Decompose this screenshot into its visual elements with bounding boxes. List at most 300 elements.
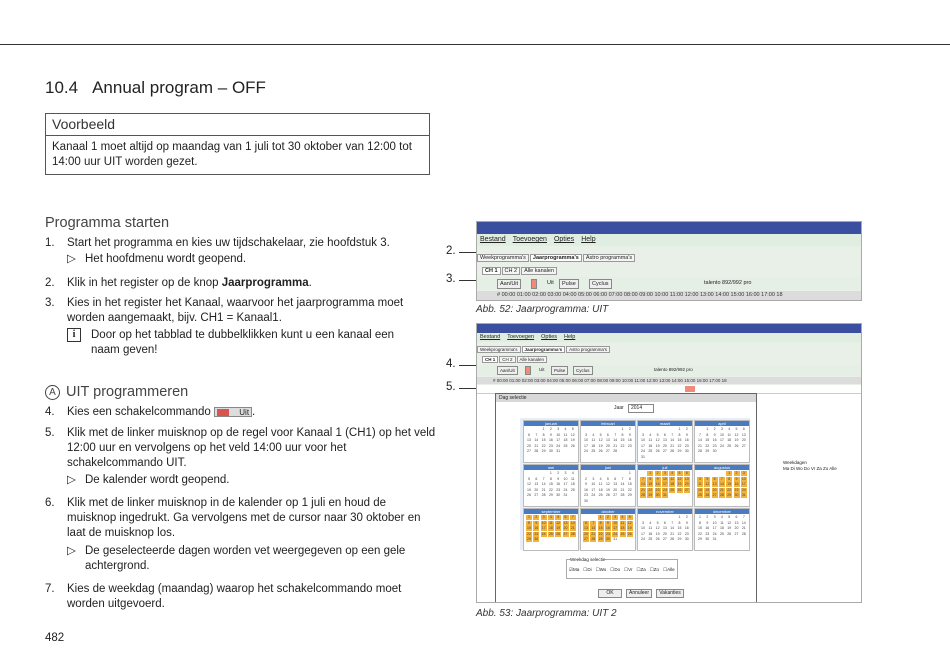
day-cell[interactable]: 22 bbox=[627, 487, 632, 492]
day-cell[interactable]: 27 bbox=[662, 449, 667, 454]
day-cell[interactable]: 8 bbox=[726, 477, 732, 482]
day-cell[interactable]: 9 bbox=[706, 520, 709, 525]
day-cell[interactable]: 25 bbox=[570, 487, 575, 492]
day-cell[interactable]: 10 bbox=[556, 432, 561, 437]
day-cell[interactable]: 6 bbox=[735, 515, 738, 519]
day-cell[interactable]: 22 bbox=[620, 443, 625, 448]
day-cell[interactable]: 12 bbox=[527, 482, 531, 487]
day-cell[interactable]: 5 bbox=[599, 432, 602, 437]
day-cell[interactable]: 23 bbox=[705, 531, 710, 536]
day-cell[interactable]: 7 bbox=[535, 432, 538, 437]
day-cell[interactable]: 20 bbox=[734, 526, 739, 531]
day-cell[interactable]: 30 bbox=[684, 449, 689, 454]
day-cell[interactable]: 25 bbox=[670, 487, 675, 492]
day-cell[interactable]: 28 bbox=[591, 537, 596, 542]
day-cell[interactable]: 29 bbox=[527, 537, 531, 542]
day-cell[interactable]: 21 bbox=[670, 443, 675, 448]
day-cell[interactable]: 1 bbox=[699, 515, 701, 519]
day-cell[interactable]: 5 bbox=[571, 427, 574, 431]
day-cell[interactable]: 27 bbox=[741, 443, 746, 448]
day-cell[interactable]: 12 bbox=[570, 432, 575, 437]
day-cell[interactable]: 17 bbox=[541, 526, 546, 531]
day-cell[interactable]: 15 bbox=[705, 438, 710, 443]
day-cell[interactable]: 28 bbox=[534, 449, 539, 454]
day-cell[interactable]: 3 bbox=[720, 427, 723, 431]
day-cell[interactable]: 9 bbox=[557, 476, 560, 481]
day-cell[interactable]: 18 bbox=[563, 438, 568, 443]
day-cell[interactable]: 5 bbox=[656, 432, 659, 437]
day-cell[interactable]: 14 bbox=[698, 438, 702, 443]
day-cell[interactable]: 2 bbox=[605, 515, 611, 520]
day-cell[interactable]: 12 bbox=[627, 520, 632, 525]
day-cell[interactable]: 26 bbox=[677, 487, 682, 492]
day-cell[interactable]: 24 bbox=[641, 537, 645, 542]
day-cell[interactable]: 2 bbox=[685, 515, 688, 519]
day-cell[interactable]: 10 bbox=[641, 438, 645, 443]
day-cell[interactable]: 3 bbox=[557, 427, 560, 431]
day-cell[interactable]: 28 bbox=[613, 449, 618, 454]
day-cell[interactable]: 9 bbox=[585, 482, 587, 487]
day-cell[interactable]: 3 bbox=[541, 515, 547, 520]
day-cell[interactable]: 27 bbox=[684, 487, 689, 492]
day-cell[interactable]: 13 bbox=[662, 438, 667, 443]
day-cell[interactable]: 16 bbox=[548, 438, 553, 443]
day-cell[interactable]: 22 bbox=[677, 531, 682, 536]
day-cell[interactable]: 24 bbox=[563, 487, 568, 492]
day-cell[interactable]: 20 bbox=[563, 526, 568, 531]
day-cell[interactable]: 18 bbox=[548, 526, 553, 531]
day-cell[interactable]: 6 bbox=[563, 515, 569, 520]
day-cell[interactable]: 24 bbox=[584, 449, 588, 454]
day-cell[interactable]: 28 bbox=[719, 493, 724, 498]
day-cell[interactable]: 11 bbox=[570, 476, 575, 481]
day-cell[interactable]: 12 bbox=[727, 520, 732, 525]
day-cell[interactable]: 5 bbox=[528, 476, 530, 481]
day-cell[interactable]: 2 bbox=[628, 427, 631, 431]
day-cell[interactable]: 9 bbox=[734, 477, 740, 482]
day-cell[interactable]: 3 bbox=[642, 520, 644, 525]
day-cell[interactable]: 17 bbox=[641, 443, 645, 448]
day-cell[interactable]: 17 bbox=[741, 482, 746, 487]
day-cell[interactable]: 25 bbox=[698, 493, 702, 498]
day-cell[interactable]: 9 bbox=[628, 432, 631, 437]
day-cell[interactable]: 19 bbox=[734, 438, 739, 443]
day-cell[interactable]: 23 bbox=[655, 487, 660, 492]
day-cell[interactable]: 13 bbox=[734, 520, 739, 525]
day-cell[interactable]: 16 bbox=[556, 482, 561, 487]
day-cell[interactable]: 2 bbox=[685, 427, 688, 431]
day-cell[interactable]: 7 bbox=[742, 515, 745, 519]
day-cell[interactable]: 29 bbox=[677, 537, 682, 542]
day-cell[interactable]: 18 bbox=[620, 526, 625, 531]
day-cell[interactable]: 1 bbox=[678, 427, 681, 431]
day-cell[interactable]: 7 bbox=[671, 432, 674, 437]
weekday-checkbox-di[interactable]: ☐Di bbox=[583, 567, 592, 572]
day-cell[interactable]: 4 bbox=[564, 427, 567, 431]
day-cell[interactable]: 14 bbox=[620, 482, 625, 487]
day-cell[interactable]: 29 bbox=[627, 493, 632, 498]
day-cell[interactable]: 30 bbox=[705, 537, 710, 542]
day-cell[interactable]: 18 bbox=[719, 526, 724, 531]
day-cell[interactable]: 24 bbox=[591, 493, 596, 498]
day-cell[interactable]: 12 bbox=[605, 482, 610, 487]
day-cell[interactable]: 13 bbox=[563, 520, 568, 525]
day-cell[interactable]: 15 bbox=[727, 482, 732, 487]
day-cell[interactable]: 29 bbox=[705, 449, 710, 454]
day-cell[interactable]: 19 bbox=[705, 487, 710, 492]
day-cell[interactable]: 25 bbox=[563, 443, 568, 448]
day-cell[interactable]: 6 bbox=[528, 432, 530, 437]
day-cell[interactable]: 26 bbox=[655, 449, 660, 454]
day-cell[interactable]: 1 bbox=[726, 471, 732, 476]
ok-button[interactable]: OK bbox=[598, 589, 622, 598]
day-cell[interactable]: 7 bbox=[542, 476, 545, 481]
day-cell[interactable]: 15 bbox=[627, 482, 632, 487]
day-cell[interactable]: 23 bbox=[534, 531, 539, 536]
day-cell[interactable]: 9 bbox=[549, 432, 552, 437]
day-cell[interactable]: 27 bbox=[734, 531, 739, 536]
day-cell[interactable]: 18 bbox=[648, 531, 653, 536]
day-cell[interactable]: 15 bbox=[548, 482, 553, 487]
day-cell[interactable]: 6 bbox=[663, 432, 666, 437]
day-cell[interactable]: 24 bbox=[719, 443, 724, 448]
day-cell[interactable]: 1 bbox=[706, 427, 709, 431]
day-cell[interactable]: 27 bbox=[613, 493, 618, 498]
day-cell[interactable]: 27 bbox=[662, 537, 667, 542]
day-cell[interactable]: 7 bbox=[699, 432, 701, 437]
day-cell[interactable]: 18 bbox=[570, 482, 575, 487]
day-cell[interactable]: 4 bbox=[669, 471, 675, 476]
day-cell[interactable]: 26 bbox=[598, 449, 603, 454]
day-cell[interactable]: 29 bbox=[727, 493, 732, 498]
day-cell[interactable]: 22 bbox=[527, 531, 531, 536]
day-cell[interactable]: 10 bbox=[741, 476, 746, 481]
day-cell[interactable]: 21 bbox=[698, 443, 702, 448]
day-cell[interactable]: 7 bbox=[671, 520, 674, 525]
day-cell[interactable]: 28 bbox=[541, 493, 546, 498]
day-cell[interactable]: 18 bbox=[670, 482, 675, 487]
day-cell[interactable]: 30 bbox=[605, 537, 610, 542]
day-cell[interactable]: 1 bbox=[542, 427, 545, 431]
day-cell[interactable]: 20 bbox=[584, 531, 588, 536]
day-cell[interactable]: 12 bbox=[655, 526, 660, 531]
day-cell[interactable]: 6 bbox=[614, 476, 617, 481]
day-cell[interactable]: 28 bbox=[570, 531, 575, 536]
day-cell[interactable]: 14 bbox=[541, 482, 546, 487]
day-cell[interactable]: 10 bbox=[712, 520, 717, 525]
day-cell[interactable]: 4 bbox=[720, 515, 723, 519]
day-cell[interactable]: 27 bbox=[527, 449, 531, 454]
day-cell[interactable]: 11 bbox=[648, 526, 653, 531]
day-cell[interactable]: 21 bbox=[570, 526, 575, 531]
day-cell[interactable]: 22 bbox=[648, 487, 653, 492]
weekday-checkbox-zo[interactable]: ☐Zo bbox=[649, 567, 660, 572]
day-cell[interactable]: 11 bbox=[648, 438, 653, 443]
day-cell[interactable]: 17 bbox=[662, 482, 667, 487]
day-cell[interactable]: 3 bbox=[662, 471, 668, 476]
day-cell[interactable]: 20 bbox=[613, 487, 618, 492]
day-cell[interactable]: 16 bbox=[684, 526, 689, 531]
day-cell[interactable]: 16 bbox=[734, 482, 739, 487]
day-cell[interactable]: 15 bbox=[541, 438, 546, 443]
day-cell[interactable]: 24 bbox=[541, 531, 546, 536]
day-cell[interactable]: 23 bbox=[556, 487, 561, 492]
day-cell[interactable]: 15 bbox=[598, 526, 603, 531]
day-cell[interactable]: 26 bbox=[655, 537, 660, 542]
day-cell[interactable]: 8 bbox=[699, 520, 701, 525]
day-cell[interactable]: 20 bbox=[662, 443, 667, 448]
day-cell[interactable]: 3 bbox=[642, 432, 644, 437]
day-cell[interactable]: 21 bbox=[613, 443, 618, 448]
day-cell[interactable]: 14 bbox=[670, 526, 675, 531]
day-cell[interactable]: 29 bbox=[648, 493, 653, 498]
day-cell[interactable]: 11 bbox=[563, 432, 568, 437]
day-cell[interactable]: 4 bbox=[649, 432, 652, 437]
day-cell[interactable]: 7 bbox=[614, 432, 617, 437]
day-cell[interactable]: 30 bbox=[684, 537, 689, 542]
day-cell[interactable]: 5 bbox=[728, 515, 731, 519]
day-cell[interactable]: 26 bbox=[570, 443, 575, 448]
day-cell[interactable]: 16 bbox=[712, 438, 717, 443]
day-cell[interactable]: 1 bbox=[526, 515, 532, 520]
day-cell[interactable]: 23 bbox=[584, 493, 588, 498]
day-cell[interactable]: 27 bbox=[712, 493, 717, 498]
day-cell[interactable]: 2 bbox=[713, 427, 716, 431]
day-cell[interactable]: 3 bbox=[564, 471, 567, 475]
day-cell[interactable]: 28 bbox=[670, 449, 675, 454]
day-cell[interactable]: 26 bbox=[705, 493, 710, 498]
day-cell[interactable]: 25 bbox=[620, 531, 625, 536]
day-cell[interactable]: 25 bbox=[548, 531, 553, 536]
day-cell[interactable]: 3 bbox=[741, 471, 747, 476]
day-cell[interactable]: 31 bbox=[613, 537, 618, 542]
day-cell[interactable]: 23 bbox=[605, 531, 610, 536]
day-cell[interactable]: 11 bbox=[727, 432, 731, 437]
day-cell[interactable]: 26 bbox=[556, 531, 561, 536]
day-cell[interactable]: 23 bbox=[684, 443, 689, 448]
day-cell[interactable]: 16 bbox=[684, 438, 689, 443]
day-cell[interactable]: 6 bbox=[712, 477, 718, 482]
day-cell[interactable]: 18 bbox=[648, 443, 653, 448]
cancel-button[interactable]: Annuleer bbox=[626, 589, 652, 598]
day-cell[interactable]: 29 bbox=[598, 537, 603, 542]
day-cell[interactable]: 24 bbox=[556, 443, 561, 448]
day-cell[interactable]: 10 bbox=[563, 476, 568, 481]
day-cell[interactable]: 26 bbox=[527, 493, 531, 498]
day-cell[interactable]: 28 bbox=[641, 493, 645, 498]
day-cell[interactable]: 9 bbox=[713, 432, 716, 437]
day-cell[interactable]: 11 bbox=[549, 520, 553, 525]
day-cell[interactable]: 30 bbox=[548, 449, 553, 454]
day-cell[interactable]: 25 bbox=[727, 443, 732, 448]
day-cell[interactable]: 22 bbox=[598, 531, 603, 536]
day-cell[interactable]: 13 bbox=[584, 526, 588, 531]
day-cell[interactable]: 15 bbox=[698, 526, 702, 531]
day-cell[interactable]: 15 bbox=[648, 482, 653, 487]
day-cell[interactable]: 19 bbox=[598, 443, 603, 448]
day-cell[interactable]: 18 bbox=[727, 438, 732, 443]
day-cell[interactable]: 14 bbox=[613, 438, 618, 443]
day-cell[interactable]: 13 bbox=[534, 482, 539, 487]
day-cell[interactable]: 14 bbox=[534, 438, 539, 443]
day-cell[interactable]: 16 bbox=[534, 526, 539, 531]
day-cell[interactable]: 12 bbox=[655, 438, 660, 443]
day-cell[interactable]: 29 bbox=[677, 449, 682, 454]
day-cell[interactable]: 31 bbox=[556, 449, 561, 454]
day-cell[interactable]: 7 bbox=[640, 477, 646, 482]
day-cell[interactable]: 31 bbox=[712, 537, 717, 542]
day-cell[interactable]: 26 bbox=[727, 531, 732, 536]
day-cell[interactable]: 10 bbox=[719, 432, 724, 437]
day-cell[interactable]: 14 bbox=[670, 438, 675, 443]
day-cell[interactable]: 17 bbox=[712, 526, 717, 531]
day-cell[interactable]: 10 bbox=[641, 526, 645, 531]
day-cell[interactable]: 11 bbox=[591, 438, 596, 443]
day-cell[interactable]: 4 bbox=[620, 515, 626, 520]
day-cell[interactable]: 9 bbox=[533, 521, 539, 526]
day-cell[interactable]: 6 bbox=[742, 427, 745, 431]
day-cell[interactable]: 21 bbox=[591, 531, 596, 536]
day-cell[interactable]: 2 bbox=[655, 471, 661, 476]
day-cell[interactable]: 4 bbox=[548, 515, 554, 520]
day-cell[interactable]: 6 bbox=[535, 476, 538, 481]
day-cell[interactable]: 4 bbox=[592, 432, 595, 437]
day-cell[interactable]: 21 bbox=[534, 443, 539, 448]
weekday-checkbox-za[interactable]: ☐Za bbox=[636, 567, 646, 572]
day-cell[interactable]: 12 bbox=[598, 438, 603, 443]
day-cell[interactable]: 6 bbox=[606, 432, 609, 437]
day-cell[interactable]: 9 bbox=[685, 520, 688, 525]
day-cell[interactable]: 9 bbox=[685, 432, 688, 437]
day-cell[interactable]: 20 bbox=[527, 443, 531, 448]
day-cell[interactable]: 12 bbox=[677, 476, 682, 481]
day-cell[interactable]: 8 bbox=[678, 432, 681, 437]
day-cell[interactable]: 22 bbox=[548, 487, 553, 492]
day-cell[interactable]: 3 bbox=[612, 515, 618, 520]
day-cell[interactable]: 29 bbox=[698, 537, 702, 542]
day-cell[interactable]: 17 bbox=[719, 438, 724, 443]
day-cell[interactable]: 24 bbox=[662, 487, 667, 492]
day-cell[interactable]: 8 bbox=[678, 520, 681, 525]
day-cell[interactable]: 3 bbox=[585, 432, 587, 437]
day-cell[interactable]: 12 bbox=[734, 432, 739, 437]
day-cell[interactable]: 13 bbox=[662, 526, 667, 531]
day-cell[interactable]: 7 bbox=[590, 521, 596, 526]
day-cell[interactable]: 31 bbox=[641, 455, 645, 459]
day-cell[interactable]: 12 bbox=[705, 482, 710, 487]
day-cell[interactable]: 5 bbox=[606, 476, 609, 481]
day-cell[interactable]: 31 bbox=[563, 493, 568, 498]
day-cell[interactable]: 13 bbox=[741, 432, 746, 437]
day-cell[interactable]: 20 bbox=[741, 438, 746, 443]
day-cell[interactable]: 5 bbox=[704, 477, 710, 482]
day-cell[interactable]: 25 bbox=[719, 531, 724, 536]
day-cell[interactable]: 18 bbox=[591, 443, 596, 448]
day-cell[interactable]: 1 bbox=[549, 471, 552, 475]
day-cell[interactable]: 30 bbox=[584, 499, 588, 503]
day-cell[interactable]: 14 bbox=[641, 482, 645, 487]
day-cell[interactable]: 16 bbox=[627, 438, 632, 443]
day-cell[interactable]: 19 bbox=[727, 526, 732, 531]
day-cell[interactable]: 19 bbox=[655, 443, 660, 448]
day-cell[interactable]: 7 bbox=[570, 515, 576, 520]
day-cell[interactable]: 8 bbox=[647, 477, 653, 482]
day-cell[interactable]: 23 bbox=[627, 443, 632, 448]
day-cell[interactable]: 16 bbox=[655, 482, 660, 487]
day-cell[interactable]: 10 bbox=[584, 438, 588, 443]
weekday-checkbox-wo[interactable]: ☐Wo bbox=[595, 567, 607, 572]
day-cell[interactable]: 31 bbox=[662, 493, 667, 498]
day-cell[interactable]: 20 bbox=[712, 487, 717, 492]
year-select[interactable]: 2014 bbox=[628, 404, 654, 413]
day-cell[interactable]: 28 bbox=[741, 531, 746, 536]
day-cell[interactable]: 30 bbox=[556, 493, 561, 498]
day-cell[interactable]: 20 bbox=[662, 531, 667, 536]
day-cell[interactable]: 23 bbox=[712, 443, 717, 448]
day-cell[interactable]: 27 bbox=[584, 537, 588, 542]
day-cell[interactable]: 23 bbox=[734, 487, 739, 492]
day-cell[interactable]: 30 bbox=[655, 493, 660, 498]
day-cell[interactable]: 11 bbox=[698, 482, 702, 487]
day-cell[interactable]: 17 bbox=[591, 487, 596, 492]
day-cell[interactable]: 5 bbox=[735, 427, 738, 431]
day-cell[interactable]: 19 bbox=[655, 531, 660, 536]
day-cell[interactable]: 13 bbox=[684, 476, 689, 481]
day-cell[interactable]: 19 bbox=[570, 438, 575, 443]
day-cell[interactable]: 22 bbox=[541, 443, 546, 448]
day-cell[interactable]: 8 bbox=[621, 432, 624, 437]
day-cell[interactable]: 6 bbox=[684, 471, 690, 476]
day-cell[interactable]: 25 bbox=[591, 449, 596, 454]
weekday-checkbox-ma[interactable]: ☑Ma bbox=[569, 567, 580, 572]
day-cell[interactable]: 20 bbox=[534, 487, 539, 492]
day-cell[interactable]: 29 bbox=[548, 493, 553, 498]
day-cell[interactable]: 5 bbox=[627, 515, 633, 520]
day-cell[interactable]: 22 bbox=[705, 443, 710, 448]
day-cell[interactable]: 21 bbox=[670, 531, 675, 536]
day-cell[interactable]: 10 bbox=[662, 476, 667, 481]
day-cell[interactable]: 2 bbox=[549, 427, 552, 431]
day-cell[interactable]: 25 bbox=[648, 449, 653, 454]
day-cell[interactable]: 13 bbox=[605, 438, 610, 443]
day-cell[interactable]: 15 bbox=[620, 438, 625, 443]
day-cell[interactable]: 19 bbox=[605, 487, 610, 492]
weekday-checkbox-alle[interactable]: ☐Alle bbox=[663, 567, 675, 572]
day-cell[interactable]: 21 bbox=[541, 487, 546, 492]
day-cell[interactable]: 19 bbox=[556, 526, 561, 531]
day-cell[interactable]: 14 bbox=[570, 520, 575, 525]
day-cell[interactable]: 24 bbox=[712, 531, 717, 536]
day-cell[interactable]: 18 bbox=[698, 487, 702, 492]
day-cell[interactable]: 16 bbox=[705, 526, 710, 531]
weekday-checkbox-vr[interactable]: ☐Vr bbox=[624, 567, 633, 572]
day-cell[interactable]: 9 bbox=[605, 521, 611, 526]
day-cell[interactable]: 26 bbox=[734, 443, 739, 448]
day-cell[interactable]: 21 bbox=[719, 487, 724, 492]
day-cell[interactable]: 19 bbox=[677, 482, 682, 487]
day-cell[interactable]: 3 bbox=[592, 476, 595, 481]
day-cell[interactable]: 17 bbox=[613, 526, 618, 531]
day-cell[interactable]: 24 bbox=[613, 531, 618, 536]
day-cell[interactable]: 2 bbox=[557, 471, 560, 475]
day-cell[interactable]: 17 bbox=[563, 482, 568, 487]
day-cell[interactable]: 10 bbox=[541, 520, 546, 525]
day-cell[interactable]: 8 bbox=[526, 521, 532, 526]
day-cell[interactable]: 5 bbox=[656, 520, 659, 525]
holidays-button[interactable]: Vakanties bbox=[656, 589, 684, 598]
day-cell[interactable]: 16 bbox=[605, 526, 610, 531]
day-cell[interactable]: 11 bbox=[598, 482, 603, 487]
